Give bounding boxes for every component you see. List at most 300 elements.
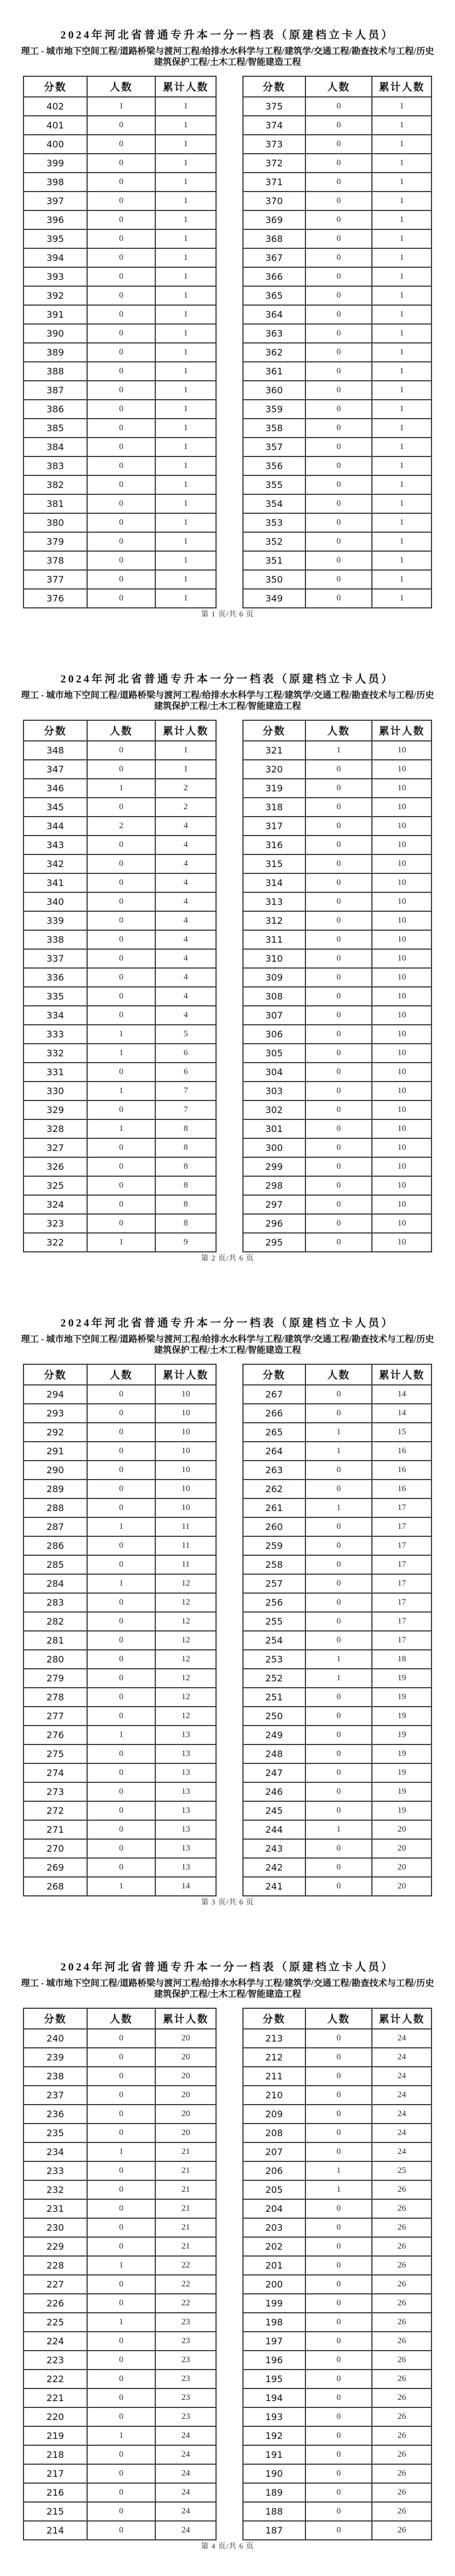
score-cell: 239 [23,2048,87,2067]
cum-cell: 10 [155,1498,216,1517]
tables-row [0,2008,455,2540]
score-cell: 281 [23,1631,87,1650]
table-row [243,2067,432,2086]
score-cell: 353 [243,513,305,532]
cum-cell: 12 [155,1650,216,1669]
tables-row [0,76,455,608]
cum-cell: 19 [372,1726,432,1744]
score-cell: 210 [243,2086,305,2105]
score-cell: 346 [23,779,87,798]
count-cell: 0 [87,2048,155,2067]
cum-cell: 1 [372,532,432,551]
score-cell: 261 [243,1498,305,1517]
score-cell: 359 [243,400,305,419]
count-cell: 0 [87,343,155,362]
cum-cell: 1 [155,267,216,286]
count-cell: 0 [305,2256,372,2275]
score-cell: 386 [23,400,87,419]
cum-cell: 12 [155,1707,216,1726]
score-cell: 389 [23,343,87,362]
cum-cell: 13 [155,1763,216,1782]
cum-cell: 1 [155,173,216,192]
score-cell: 209 [243,2105,305,2124]
count-cell: 0 [87,892,155,911]
score-cell: 394 [23,248,87,267]
table-row [243,513,432,532]
cum-cell: 26 [372,2218,432,2237]
cum-cell: 1 [155,97,216,116]
score-cell: 254 [243,1631,305,1650]
count-cell: 0 [87,1631,155,1650]
count-cell: 0 [87,2161,155,2180]
score-cell: 393 [23,267,87,286]
table-row [243,949,432,968]
table-row [243,2180,432,2199]
table-row [23,1385,216,1404]
cum-cell: 1 [155,154,216,173]
score-cell: 297 [243,1195,305,1214]
count-cell: 0 [305,1593,372,1612]
table-row [243,1025,432,1044]
table-row [243,494,432,513]
table-row [243,192,432,210]
score-cell: 326 [23,1157,87,1176]
score-cell: 231 [23,2199,87,2218]
table-row [243,532,432,551]
cum-cell: 1 [155,513,216,532]
table-row [243,1385,432,1404]
table-row [23,817,216,836]
cum-cell: 26 [372,2199,432,2218]
count-cell: 0 [87,949,155,968]
count-cell: 0 [305,2105,372,2124]
cum-cell: 4 [155,987,216,1006]
score-table-left [23,2008,217,2540]
cum-cell: 17 [372,1593,432,1612]
table-row [23,2332,216,2351]
score-cell: 311 [243,930,305,949]
table-row [23,1063,216,1082]
table-row [23,1612,216,1631]
cum-cell: 24 [155,2464,216,2483]
cum-cell: 10 [372,1195,432,1214]
count-cell: 0 [305,248,372,267]
count-cell: 0 [305,760,372,779]
table-row [243,779,432,798]
count-cell: 0 [305,1006,372,1025]
cum-cell: 1 [372,343,432,362]
score-cell: 371 [243,173,305,192]
cum-cell: 10 [155,1461,216,1480]
cum-cell: 1 [155,494,216,513]
table-row [23,192,216,210]
table-row [23,551,216,570]
table-row [23,2029,216,2048]
cum-cell: 17 [372,1631,432,1650]
count-cell: 0 [305,400,372,419]
col-header-score: 分数 [23,76,87,97]
score-cell: 195 [243,2370,305,2388]
cum-cell: 1 [155,400,216,419]
count-cell: 0 [87,2294,155,2313]
score-cell: 191 [243,2445,305,2464]
table-row [243,475,432,494]
col-header-count: 人数 [87,76,155,97]
count-cell: 0 [87,154,155,173]
table-row [243,286,432,305]
cum-cell: 21 [155,2161,216,2180]
count-cell: 0 [305,1555,372,1574]
table-row [23,2218,216,2237]
score-cell: 383 [23,456,87,475]
table-row [23,1423,216,1442]
cum-cell: 12 [155,1688,216,1707]
score-cell: 193 [243,2407,305,2426]
count-cell: 0 [305,2124,372,2142]
page-title: 2024年河北省普通专升本一分一档表（原建档立卡人员） [60,1961,395,1973]
cum-cell: 1 [155,343,216,362]
page-subtitle: 理工 - 城市地下空间工程/道路桥梁与渡河工程/给排水水科学与工程/建筑学/交通工程/勘查技术与工程/历史建筑保护工程/土木工程/智能建造工程 [21,690,434,711]
count-cell: 0 [87,532,155,551]
score-cell: 299 [243,1157,305,1176]
table-row [243,741,432,760]
count-cell: 0 [87,1100,155,1119]
score-table-left [23,720,217,1252]
count-cell: 1 [87,2313,155,2332]
score-cell: 315 [243,854,305,873]
score-cell: 369 [243,210,305,229]
score-cell: 347 [23,760,87,779]
score-cell: 223 [23,2351,87,2370]
cum-cell: 25 [372,2161,432,2180]
cum-cell: 24 [372,2124,432,2142]
score-cell: 268 [23,1877,87,1896]
table-row [243,930,432,949]
cum-cell: 26 [372,2332,432,2351]
score-cell: 322 [23,1233,87,1252]
score-cell: 375 [243,97,305,116]
cum-cell: 10 [372,836,432,854]
score-cell: 289 [23,1480,87,1498]
cum-cell: 10 [372,873,432,892]
cum-cell: 10 [155,1385,216,1404]
count-cell: 0 [305,2067,372,2086]
score-cell: 314 [243,873,305,892]
table-row [243,2105,432,2124]
score-cell: 381 [23,494,87,513]
table-row [243,1006,432,1025]
score-cell: 325 [23,1176,87,1195]
table-row [23,2388,216,2407]
score-cell: 398 [23,173,87,192]
cum-cell: 8 [155,1195,216,1214]
table-row [23,2483,216,2502]
count-cell: 0 [305,2048,372,2067]
count-cell: 0 [305,2218,372,2237]
score-cell: 263 [243,1461,305,1480]
table-row [23,286,216,305]
cum-cell: 11 [155,1536,216,1555]
score-cell: 291 [23,1442,87,1461]
count-cell: 0 [305,2351,372,2370]
table-row [23,135,216,154]
count-cell: 0 [305,1574,372,1593]
cum-cell: 19 [372,1801,432,1820]
table-row [243,2237,432,2256]
score-cell: 391 [23,305,87,324]
cum-cell: 12 [155,1574,216,1593]
cum-cell: 10 [372,1214,432,1233]
cum-cell: 16 [372,1442,432,1461]
table-row [243,2521,432,2540]
cum-cell: 26 [372,2237,432,2256]
cum-cell: 10 [372,949,432,968]
count-cell: 1 [305,1498,372,1517]
count-cell: 0 [87,173,155,192]
table-row [243,1404,432,1423]
table-row [243,1233,432,1252]
table-row [23,570,216,589]
count-cell: 0 [305,1707,372,1726]
score-table-left [23,1364,217,1896]
table-row [23,1574,216,1593]
score-cell: 340 [23,892,87,911]
cum-cell: 26 [372,2180,432,2199]
score-cell: 199 [243,2294,305,2313]
count-cell: 0 [305,1233,372,1252]
count-cell: 0 [305,2313,372,2332]
cum-cell: 17 [372,1555,432,1574]
cum-cell: 26 [372,2313,432,2332]
table-row [23,1650,216,1669]
score-cell: 348 [23,741,87,760]
table-row [243,229,432,248]
score-cell: 219 [23,2426,87,2445]
score-cell: 279 [23,1669,87,1688]
count-cell: 0 [87,2445,155,2464]
count-cell: 0 [305,2294,372,2313]
count-cell: 0 [305,1176,372,1195]
table-row [243,1555,432,1574]
count-cell: 0 [87,1612,155,1631]
cum-cell: 4 [155,854,216,873]
table-row [243,1782,432,1801]
cum-cell: 1 [372,362,432,381]
table-row [23,1555,216,1574]
table-row [243,1669,432,1688]
cum-cell: 10 [372,1063,432,1082]
table-row [23,456,216,475]
score-cell: 333 [23,1025,87,1044]
table-row [243,1574,432,1593]
count-cell: 0 [87,2407,155,2426]
count-cell: 0 [305,1082,372,1100]
score-cell: 356 [243,456,305,475]
table-row [243,1877,432,1896]
cum-cell: 19 [372,1782,432,1801]
count-cell: 0 [87,1688,155,1707]
table-row [23,97,216,116]
table-row [23,2142,216,2161]
count-cell: 0 [87,286,155,305]
score-cell: 226 [23,2294,87,2313]
count-cell: 0 [87,798,155,817]
col-header-score: 分数 [23,720,87,741]
table-row [23,1858,216,1877]
table-row [23,987,216,1006]
table-row [243,173,432,192]
count-cell: 0 [305,419,372,438]
page-number: 第 1 页/共 6 页 [201,610,254,618]
table-row [243,2161,432,2180]
cum-cell: 20 [372,1858,432,1877]
count-cell: 0 [305,1782,372,1801]
score-cell: 196 [243,2351,305,2370]
count-cell: 0 [87,873,155,892]
score-cell: 200 [243,2275,305,2294]
count-cell: 0 [305,1100,372,1119]
cum-cell: 26 [372,2502,432,2521]
table-row [243,2294,432,2313]
table-row [243,2388,432,2407]
score-cell: 220 [23,2407,87,2426]
table-row [23,1214,216,1233]
table-row [243,438,432,456]
score-cell: 338 [23,930,87,949]
cum-cell: 21 [155,2180,216,2199]
cum-cell: 1 [372,551,432,570]
cum-cell: 1 [372,419,432,438]
table-row [23,154,216,173]
score-cell: 303 [243,1082,305,1100]
cum-cell: 26 [372,2256,432,2275]
count-cell: 0 [305,2029,372,2048]
page-title: 2024年河北省普通专升本一分一档表（原建档立卡人员） [60,29,395,41]
cum-cell: 10 [372,1157,432,1176]
cum-cell: 26 [372,2521,432,2540]
col-header-cumulative: 累计人数 [372,76,432,97]
col-header-score: 分数 [243,76,305,97]
count-cell: 0 [305,1119,372,1138]
score-cell: 251 [243,1688,305,1707]
cum-cell: 10 [372,1233,432,1252]
table-row [243,2142,432,2161]
score-cell: 397 [23,192,87,210]
cum-cell: 1 [155,419,216,438]
count-cell: 0 [305,1801,372,1820]
table-row [243,1726,432,1744]
cum-cell: 16 [372,1480,432,1498]
score-cell: 323 [23,1214,87,1233]
count-cell: 0 [87,1423,155,1442]
score-cell: 253 [243,1650,305,1669]
count-cell: 0 [87,2483,155,2502]
cum-cell: 1 [372,400,432,419]
cum-cell: 6 [155,1044,216,1063]
score-cell: 342 [23,854,87,873]
cum-cell: 21 [155,2199,216,2218]
score-cell: 354 [243,494,305,513]
count-cell: 0 [305,2237,372,2256]
table-row [243,1801,432,1820]
count-cell: 0 [87,1536,155,1555]
count-cell: 1 [87,2256,155,2275]
count-cell: 0 [305,381,372,400]
count-cell: 0 [87,1839,155,1858]
score-cell: 270 [23,1839,87,1858]
count-cell: 0 [305,2502,372,2521]
count-cell: 1 [87,1082,155,1100]
cum-cell: 18 [372,1650,432,1669]
cum-cell: 20 [155,2124,216,2142]
score-cell: 395 [23,229,87,248]
count-cell: 0 [87,836,155,854]
cum-cell: 26 [372,2426,432,2445]
table-row [243,135,432,154]
table-row [23,589,216,608]
count-cell: 0 [305,1877,372,1896]
table-row [243,1195,432,1214]
count-cell: 0 [305,1858,372,1877]
count-cell: 0 [87,2124,155,2142]
score-cell: 232 [23,2180,87,2199]
score-cell: 282 [23,1612,87,1631]
count-cell: 0 [305,116,372,135]
score-cell: 205 [243,2180,305,2199]
score-cell: 188 [243,2502,305,2521]
table-row [23,1536,216,1555]
count-cell: 0 [305,229,372,248]
cum-cell: 1 [372,97,432,116]
table-row [23,2445,216,2464]
score-cell: 334 [23,1006,87,1025]
score-cell: 264 [243,1442,305,1461]
count-cell: 0 [305,135,372,154]
count-cell: 0 [305,1726,372,1744]
cum-cell: 21 [155,2142,216,2161]
table-row [23,513,216,532]
page-number: 第 4 页/共 6 页 [201,2542,254,2550]
cum-cell: 22 [155,2294,216,2313]
cum-cell: 4 [155,949,216,968]
table-row [23,1119,216,1138]
table-row [243,2426,432,2445]
score-cell: 379 [23,532,87,551]
table-row [243,381,432,400]
count-cell: 0 [87,1555,155,1574]
cum-cell: 10 [155,1480,216,1498]
score-cell: 278 [23,1688,87,1707]
table-row [243,2464,432,2483]
cum-cell: 14 [372,1404,432,1423]
count-cell: 1 [87,1517,155,1536]
score-cell: 360 [243,381,305,400]
cum-cell: 1 [372,154,432,173]
table-row [23,494,216,513]
count-cell: 0 [87,930,155,949]
table-row [23,2256,216,2275]
table-row [23,892,216,911]
count-cell: 0 [305,1839,372,1858]
count-cell: 0 [87,2332,155,2351]
table-row [23,1517,216,1536]
score-cell: 304 [243,1063,305,1082]
table-row [243,836,432,854]
score-cell: 368 [243,229,305,248]
score-cell: 208 [243,2124,305,2142]
score-cell: 249 [243,1726,305,1744]
score-cell: 367 [243,248,305,267]
